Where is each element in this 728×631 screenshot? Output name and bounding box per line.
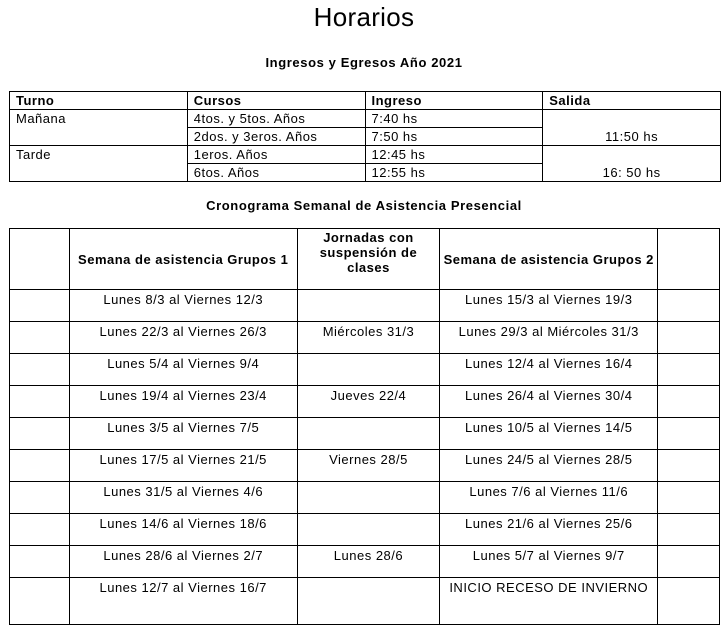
empty-cell	[10, 354, 70, 386]
suspension-cell	[297, 482, 440, 514]
header-suspension: Jornadas con suspensión de clases	[297, 229, 440, 290]
grupo2-cell: Lunes 21/6 al Viernes 25/6	[440, 514, 658, 546]
grupo2-cell: Lunes 24/5 al Viernes 28/5	[440, 450, 658, 482]
empty-cell	[10, 386, 70, 418]
table-row	[10, 290, 720, 322]
grupo2-cell: Lunes 12/4 al Viernes 16/4	[440, 354, 658, 386]
header-turno: Turno	[10, 92, 188, 110]
cronograma-heading: Cronograma Semanal de Asistencia Presencial	[206, 198, 522, 213]
table-row	[10, 418, 720, 450]
empty-cell	[658, 322, 720, 354]
suspension-cell: Lunes 28/6	[297, 546, 440, 578]
page-title: Horarios	[313, 2, 415, 32]
table-row	[10, 354, 720, 386]
table-row	[10, 146, 721, 164]
grupo2-cell: INICIO RECESO DE INVIERNO	[440, 578, 658, 625]
grupo1-cell: Lunes 14/6 al Viernes 18/6	[69, 514, 297, 546]
curso-cell: 1eros. Años	[187, 146, 365, 164]
grupo1-cell: Lunes 8/3 al Viernes 12/3	[69, 290, 297, 322]
empty-cell	[658, 482, 720, 514]
empty-cell	[10, 290, 70, 322]
header-cursos: Cursos	[187, 92, 365, 110]
empty-cell	[658, 386, 720, 418]
table-row	[10, 482, 720, 514]
turno-cell: Mañana	[10, 110, 188, 146]
empty-cell	[658, 578, 720, 625]
salida-cell: 16: 50 hs	[543, 146, 721, 182]
grupo1-cell: Lunes 19/4 al Viernes 23/4	[69, 386, 297, 418]
grupo2-cell: Lunes 10/5 al Viernes 14/5	[440, 418, 658, 450]
header-grupo1: Semana de asistencia Grupos 1	[69, 229, 297, 290]
grupo1-cell: Lunes 31/5 al Viernes 4/6	[69, 482, 297, 514]
empty-cell	[10, 229, 70, 290]
empty-cell	[658, 229, 720, 290]
table-row	[10, 514, 720, 546]
header-ingreso: Ingreso	[365, 92, 543, 110]
suspension-cell: Miércoles 31/3	[297, 322, 440, 354]
ingreso-cell: 12:45 hs	[365, 146, 543, 164]
cronograma-table	[9, 228, 720, 625]
ingresos-heading: Ingresos y Egresos Año 2021	[265, 55, 463, 70]
empty-cell	[658, 546, 720, 578]
table-row	[10, 386, 720, 418]
table-row	[10, 450, 720, 482]
table-row	[10, 546, 720, 578]
grupo1-cell: Lunes 3/5 al Viernes 7/5	[69, 418, 297, 450]
grupo1-cell: Lunes 5/4 al Viernes 9/4	[69, 354, 297, 386]
grupo2-cell: Lunes 15/3 al Viernes 19/3	[440, 290, 658, 322]
suspension-cell: Jueves 22/4	[297, 386, 440, 418]
grupo2-cell: Lunes 7/6 al Viernes 11/6	[440, 482, 658, 514]
turno-cell: Tarde	[10, 146, 188, 182]
suspension-cell	[297, 514, 440, 546]
curso-cell: 4tos. y 5tos. Años	[187, 110, 365, 128]
suspension-cell	[297, 290, 440, 322]
curso-cell: 6tos. Años	[187, 164, 365, 182]
empty-cell	[658, 514, 720, 546]
empty-cell	[658, 418, 720, 450]
grupo2-cell: Lunes 5/7 al Viernes 9/7	[440, 546, 658, 578]
grupo2-cell: Lunes 26/4 al Viernes 30/4	[440, 386, 658, 418]
ingreso-cell: 7:40 hs	[365, 110, 543, 128]
header-salida: Salida	[543, 92, 721, 110]
suspension-cell	[297, 418, 440, 450]
grupo1-cell: Lunes 17/5 al Viernes 21/5	[69, 450, 297, 482]
empty-cell	[10, 418, 70, 450]
empty-cell	[10, 322, 70, 354]
empty-cell	[10, 450, 70, 482]
ingreso-cell: 7:50 hs	[365, 128, 543, 146]
empty-cell	[10, 514, 70, 546]
empty-cell	[658, 354, 720, 386]
ingreso-cell: 12:55 hs	[365, 164, 543, 182]
grupo1-cell: Lunes 28/6 al Viernes 2/7	[69, 546, 297, 578]
suspension-cell	[297, 578, 440, 625]
curso-cell: 2dos. y 3eros. Años	[187, 128, 365, 146]
table-row	[10, 578, 720, 625]
empty-cell	[658, 290, 720, 322]
empty-cell	[10, 578, 70, 625]
empty-cell	[10, 482, 70, 514]
salida-cell: 11:50 hs	[543, 110, 721, 146]
empty-cell	[658, 450, 720, 482]
grupo2-cell: Lunes 29/3 al Miércoles 31/3	[440, 322, 658, 354]
grupo1-cell: Lunes 22/3 al Viernes 26/3	[69, 322, 297, 354]
table-row	[10, 322, 720, 354]
suspension-cell: Viernes 28/5	[297, 450, 440, 482]
ingresos-table	[9, 91, 721, 182]
empty-cell	[10, 546, 70, 578]
grupo1-cell: Lunes 12/7 al Viernes 16/7	[69, 578, 297, 625]
table-row	[10, 110, 721, 128]
header-grupo2: Semana de asistencia Grupos 2	[440, 229, 658, 290]
table-header-row	[10, 92, 721, 110]
suspension-cell	[297, 354, 440, 386]
table-header-row	[10, 229, 720, 290]
